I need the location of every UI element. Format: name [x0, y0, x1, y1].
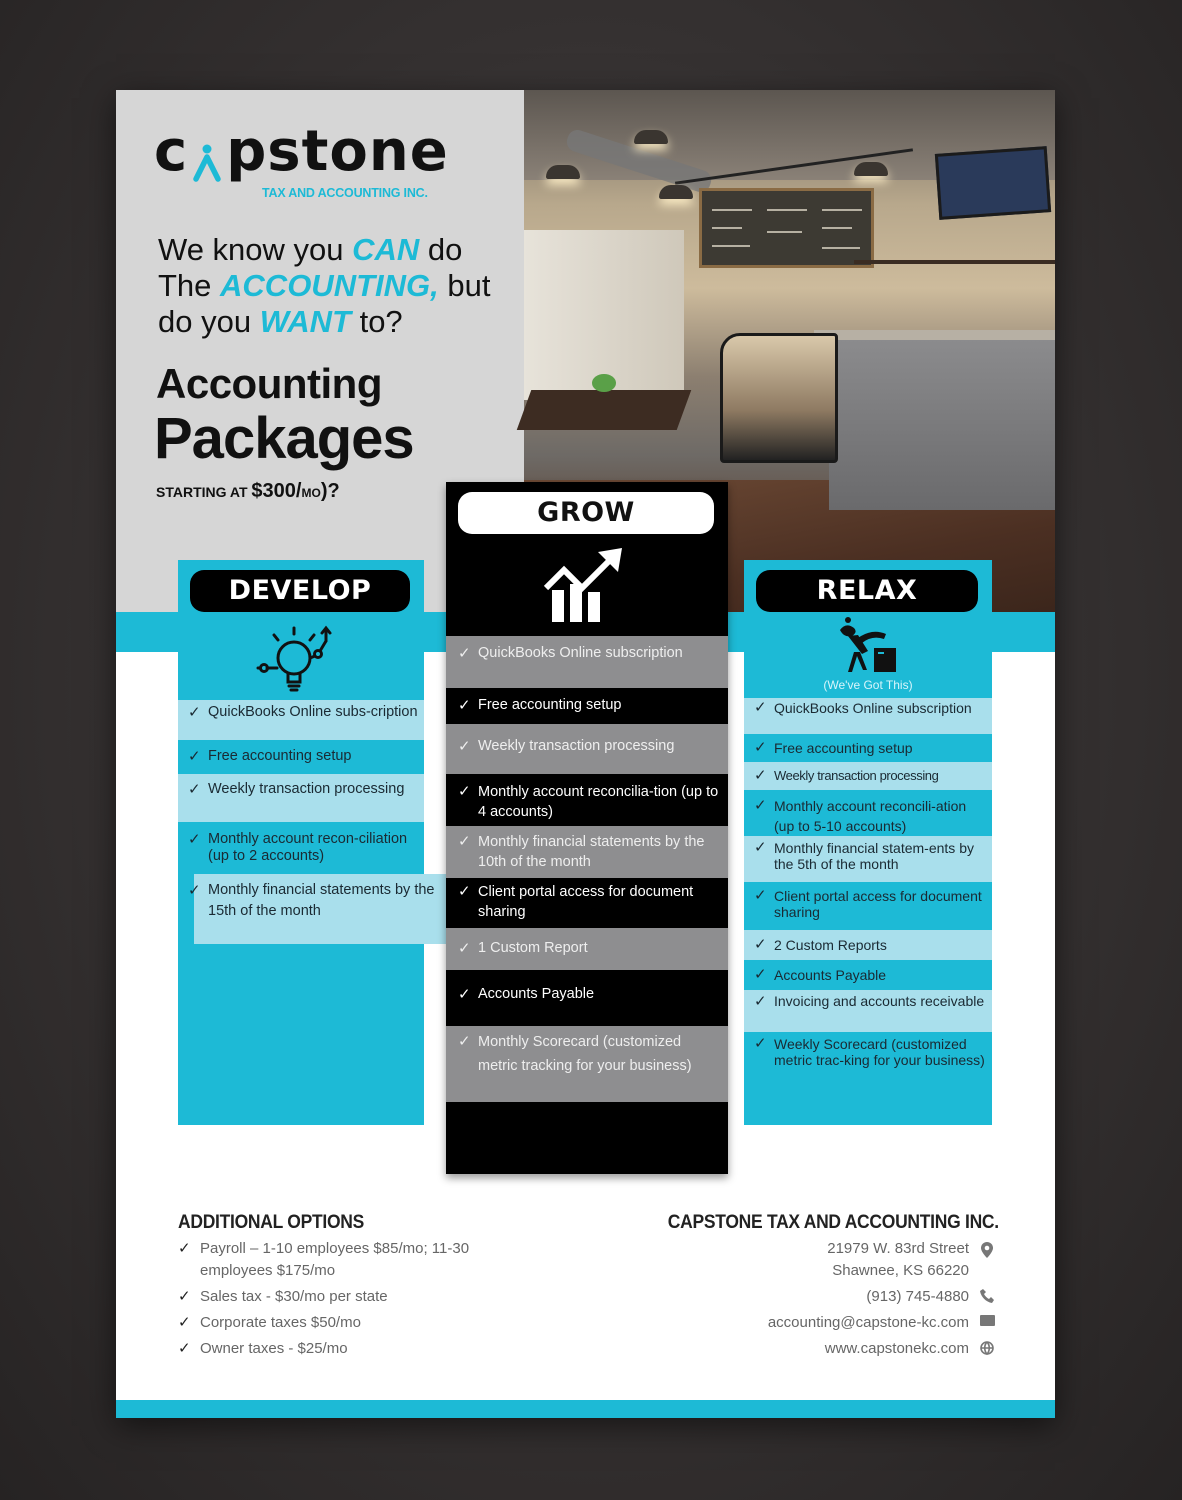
relax-caption: (We've Got This)	[823, 678, 913, 692]
feature-item: ✓ Accounts Payable	[446, 970, 728, 1026]
relaxing-person-icon	[834, 616, 904, 683]
feature-list	[744, 698, 992, 1096]
feature-item: ✓ Monthly account recon-ciliation (up to 2 accounts)	[178, 822, 424, 874]
feature-item: ✓ Free accounting setup	[744, 734, 992, 762]
envelope-icon	[975, 1311, 999, 1326]
feature-item: ✓ Weekly transaction processing	[446, 724, 728, 774]
footer-accent-stripe	[116, 1400, 1055, 1418]
feature-item: ✓ Monthly account reconcilia-tion (up to 4 accounts)	[446, 774, 728, 826]
option-item: ✓ Owner taxes - $25/mo	[178, 1340, 348, 1357]
address: 21979 W. 83rd Street Shawnee, KS 66220	[639, 1238, 999, 1282]
globe-icon	[975, 1337, 999, 1355]
feature-item: ✓ QuickBooks Online subscription	[744, 698, 992, 734]
capstone-logo	[154, 119, 449, 200]
feature-item: ✓ Monthly financial statements by the 10th of the month	[446, 826, 728, 878]
company-name: CAPSTONE TAX AND ACCOUNTING INC.	[667, 1212, 999, 1233]
logo-person-icon	[190, 130, 224, 180]
logo-subtitle: TAX AND ACCOUNTING INC.	[262, 186, 428, 200]
tagline: We know you CAN do The ACCOUNTING, but do you WANT to?	[158, 232, 491, 339]
phone[interactable]: (913) 745-4880	[639, 1285, 999, 1308]
feature-list	[446, 636, 728, 1102]
feature-item: ✓ QuickBooks Online subscription	[446, 636, 728, 688]
feature-item: ✓ Monthly financial statem-ents by the 5th of the month	[744, 836, 992, 882]
package-name-relax: RELAX	[756, 570, 978, 612]
feature-item: ✓ Free accounting setup	[178, 740, 424, 774]
package-name-grow: GROW	[458, 492, 714, 534]
feature-item: ✓ Weekly Scorecard (customized metric trac-king for your business)	[744, 1032, 992, 1096]
option-item: ✓ Sales tax - $30/mo per state	[178, 1288, 388, 1305]
title-line-2: Packages	[154, 406, 414, 471]
package-name-develop: DEVELOP	[190, 570, 410, 612]
feature-item: ✓ 1 Custom Report	[446, 928, 728, 970]
feature-list	[178, 700, 435, 944]
lightbulb-growth-icon	[256, 620, 346, 705]
feature-item: ✓ Accounts Payable	[744, 960, 992, 990]
feature-item: ✓ Weekly transaction processing	[744, 762, 992, 790]
contact-info	[639, 1212, 999, 1360]
package-relax	[744, 560, 992, 1125]
feature-item: ✓ Client portal access for document sharing	[446, 878, 728, 928]
option-item: ✓ Corporate taxes $50/mo	[178, 1314, 361, 1331]
feature-item: ✓ Monthly account reconcili-ation (up to 5-10 accounts)	[744, 790, 992, 836]
accounting-packages-flyer	[116, 90, 1055, 1418]
phone-icon	[975, 1285, 999, 1303]
option-item: ✓ Payroll – 1-10 employees $85/mo; 11-30 employees $175/mo	[178, 1240, 470, 1279]
email[interactable]: accounting@capstone-kc.com	[639, 1311, 999, 1334]
package-grow	[446, 482, 728, 1174]
feature-item: ✓ Monthly financial statements by the 15th of the month	[194, 874, 450, 944]
feature-item: ✓ Free accounting setup	[446, 688, 728, 724]
starting-price: STARTING AT $300/MO)?	[156, 480, 340, 502]
logo-wordmark: c pstone	[154, 119, 449, 184]
feature-item: ✓ QuickBooks Online subs-cription	[178, 700, 424, 740]
feature-item: ✓ Client portal access for document sharing	[744, 882, 992, 930]
feature-item: ✓ 2 Custom Reports	[744, 930, 992, 960]
website[interactable]: www.capstonekc.com	[639, 1337, 999, 1360]
additional-options-title: ADDITIONAL OPTIONS	[178, 1212, 365, 1233]
map-pin-icon	[975, 1238, 999, 1258]
chart-trend-up-icon	[544, 548, 626, 627]
package-develop	[178, 560, 435, 1125]
title-line-1: Accounting	[156, 360, 382, 407]
feature-item: ✓ Weekly transaction processing	[178, 774, 424, 822]
feature-item: ✓ Monthly Scorecard (customized metric tracking for your business)	[446, 1026, 728, 1102]
additional-options	[178, 1212, 488, 1360]
feature-item: ✓ Invoicing and accounts receivable	[744, 990, 992, 1032]
